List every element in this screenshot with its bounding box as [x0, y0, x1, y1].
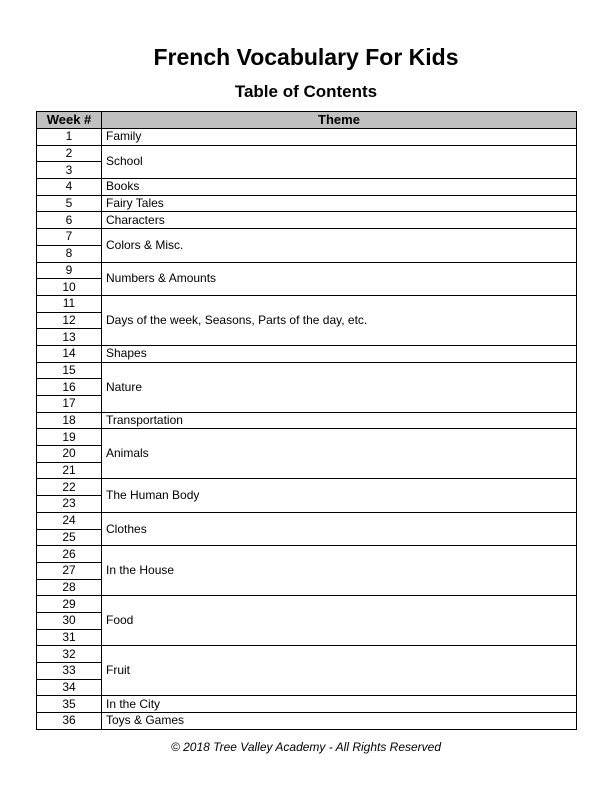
table-row: [37, 179, 577, 196]
week-number-cell: 24: [37, 512, 102, 529]
theme-cell: Books: [102, 179, 577, 196]
week-number-cell: 30: [37, 612, 102, 629]
week-number-cell: 15: [37, 362, 102, 379]
theme-cell: Clothes: [102, 512, 577, 545]
week-number-cell: 28: [37, 579, 102, 596]
theme-cell: Transportation: [102, 412, 577, 429]
table-row: [37, 262, 577, 279]
week-number-cell: 31: [37, 629, 102, 646]
theme-cell: School: [102, 145, 577, 178]
table-row: [37, 345, 577, 362]
week-number-cell: 4: [37, 179, 102, 196]
table-row: [37, 295, 577, 312]
theme-cell: Characters: [102, 212, 577, 229]
week-number-cell: 29: [37, 596, 102, 613]
week-number-cell: 32: [37, 646, 102, 663]
table-row: [37, 479, 577, 496]
table-row: [37, 129, 577, 146]
week-number-cell: 35: [37, 696, 102, 713]
week-number-cell: 36: [37, 713, 102, 730]
theme-cell: Family: [102, 129, 577, 146]
week-number-cell: 5: [37, 195, 102, 212]
week-number-cell: 22: [37, 479, 102, 496]
week-number-cell: 11: [37, 295, 102, 312]
week-number-cell: 1: [37, 129, 102, 146]
week-number-cell: 6: [37, 212, 102, 229]
week-number-cell: 25: [37, 529, 102, 546]
table-row: [37, 145, 577, 162]
table-row: [37, 212, 577, 229]
week-number-cell: 19: [37, 429, 102, 446]
week-number-cell: 12: [37, 312, 102, 329]
theme-cell: Nature: [102, 362, 577, 412]
theme-cell: In the City: [102, 696, 577, 713]
week-number-cell: 18: [37, 412, 102, 429]
theme-cell: Days of the week, Seasons, Parts of the day, etc.: [102, 295, 577, 345]
week-number-cell: 23: [37, 496, 102, 513]
week-number-cell: 8: [37, 245, 102, 262]
table-body: [37, 129, 577, 730]
theme-cell: Colors & Misc.: [102, 229, 577, 262]
table-row: [37, 229, 577, 246]
week-number-cell: 27: [37, 562, 102, 579]
week-number-cell: 7: [37, 229, 102, 246]
week-number-cell: 13: [37, 329, 102, 346]
week-number-cell: 9: [37, 262, 102, 279]
week-number-cell: 34: [37, 679, 102, 696]
table-row: [37, 362, 577, 379]
copyright-footer: © 2018 Tree Valley Academy - All Rights Reserved: [170, 740, 442, 754]
header-row: [37, 112, 577, 129]
week-number-cell: 17: [37, 396, 102, 413]
theme-cell: Fairy Tales: [102, 195, 577, 212]
theme-cell: Animals: [102, 429, 577, 479]
week-number-cell: 21: [37, 462, 102, 479]
week-number-cell: 10: [37, 279, 102, 296]
table-row: [37, 412, 577, 429]
theme-cell: Numbers & Amounts: [102, 262, 577, 295]
week-number-cell: 26: [37, 546, 102, 563]
table-row: [37, 546, 577, 563]
week-number-cell: 3: [37, 162, 102, 179]
theme-cell: Fruit: [102, 646, 577, 696]
page-subtitle: Table of Contents: [234, 82, 378, 101]
theme-cell: Food: [102, 596, 577, 646]
table-row: [37, 512, 577, 529]
week-number-cell: 14: [37, 345, 102, 362]
theme-cell: In the House: [102, 546, 577, 596]
week-number-cell: 20: [37, 446, 102, 463]
week-number-cell: 16: [37, 379, 102, 396]
theme-column-header: Theme: [102, 112, 577, 129]
week-column-header: Week #: [37, 112, 102, 129]
week-number-cell: 33: [37, 663, 102, 680]
table-row: [37, 646, 577, 663]
week-number-cell: 2: [37, 145, 102, 162]
contents-table: [36, 111, 577, 730]
table-row: [37, 713, 577, 730]
page-title: French Vocabulary For Kids: [153, 44, 459, 70]
table-row: [37, 429, 577, 446]
table-row: [37, 696, 577, 713]
theme-cell: Shapes: [102, 345, 577, 362]
theme-cell: The Human Body: [102, 479, 577, 512]
theme-cell: Toys & Games: [102, 713, 577, 730]
table-row: [37, 195, 577, 212]
table-row: [37, 596, 577, 613]
